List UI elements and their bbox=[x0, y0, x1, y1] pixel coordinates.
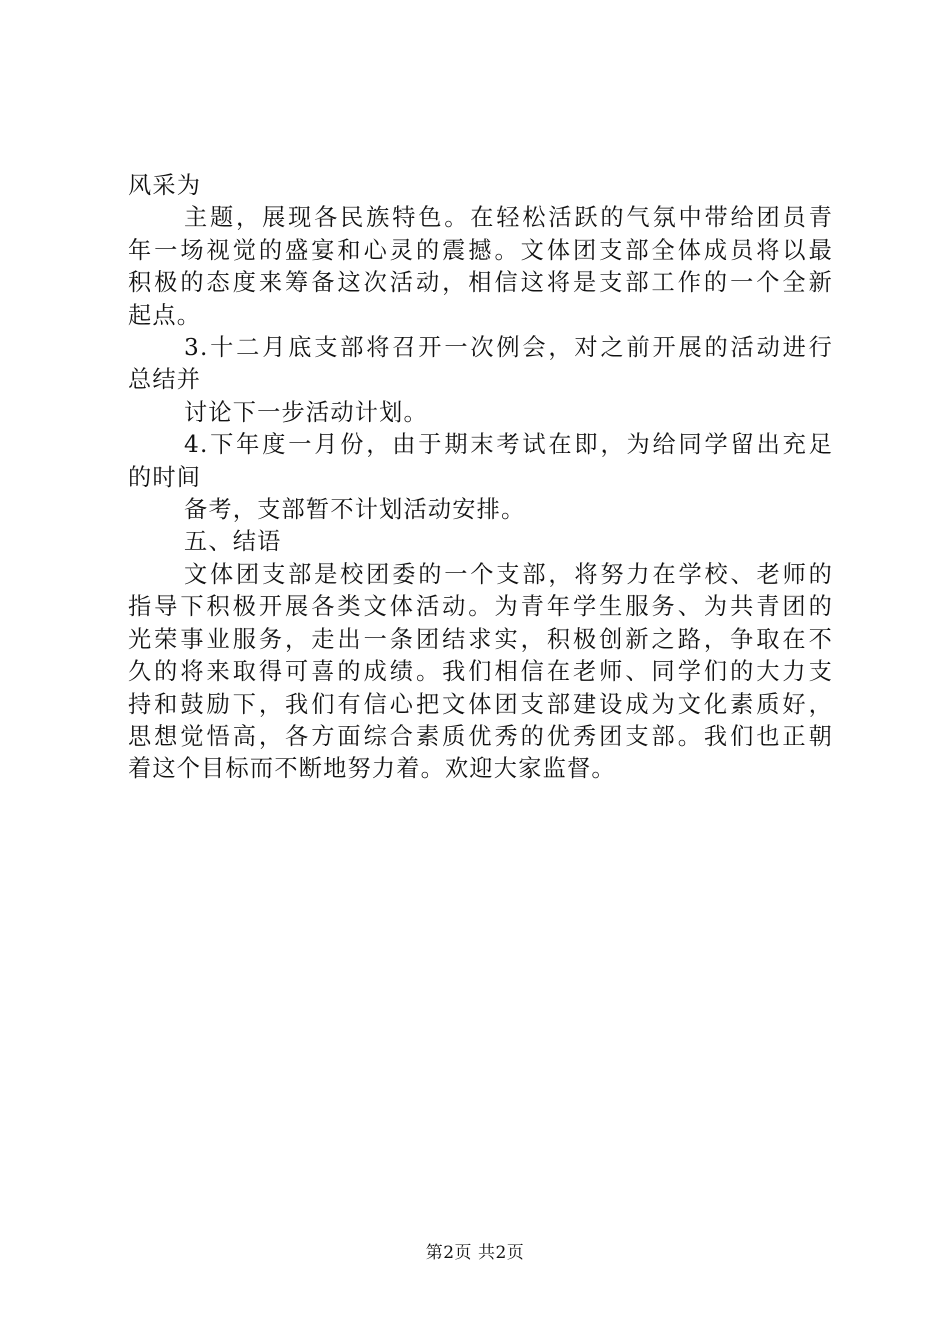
text-line: 文体团支部是校团委的一个支部，将努力在学校、老师的 bbox=[184, 560, 833, 588]
text-line: 年一场视觉的盛宴和心灵的震撼。文体团支部全体成员将以最 bbox=[128, 236, 833, 264]
text-line: 光荣事业服务，走出一条团结求实，积极创新之路，争取在不 bbox=[128, 625, 833, 653]
text-line: 主题，展现各民族特色。在轻松活跃的气氛中带给团员青 bbox=[184, 204, 833, 232]
text-line: 的时间 bbox=[128, 463, 202, 491]
text-line: 讨论下一步活动计划。 bbox=[184, 398, 428, 426]
section-heading: 五、结语 bbox=[184, 528, 282, 556]
text-line: 总结并 bbox=[128, 366, 202, 394]
text-line: 起点。 bbox=[128, 301, 202, 329]
document-body bbox=[128, 170, 833, 786]
text-line: 持和鼓励下，我们有信心把文体团支部建设成为文化素质好， bbox=[128, 690, 833, 718]
text-line: 久的将来取得可喜的成绩。我们相信在老师、同学们的大力支 bbox=[128, 658, 833, 686]
page-number: 第2页 共2页 bbox=[425, 1243, 525, 1263]
text-line: 4.下年度一月份，由于期末考试在即，为给同学留出充足 bbox=[184, 431, 833, 459]
text-line: 备考，支部暂不计划活动安排。 bbox=[184, 496, 526, 524]
text-line: 积极的态度来筹备这次活动，相信这将是支部工作的一个全新 bbox=[128, 269, 833, 297]
text-line: 思想觉悟高，各方面综合素质优秀的优秀团支部。我们也正朝 bbox=[128, 722, 833, 750]
text-line: 3.十二月底支部将召开一次例会，对之前开展的活动进行 bbox=[184, 334, 833, 362]
text-line: 指导下积极开展各类文体活动。为青年学生服务、为共青团的 bbox=[128, 593, 833, 621]
text-line: 风采为 bbox=[128, 172, 202, 199]
text-line: 着这个目标而不断地努力着。欢迎大家监督。 bbox=[128, 755, 616, 783]
page-footer bbox=[0, 1242, 950, 1264]
